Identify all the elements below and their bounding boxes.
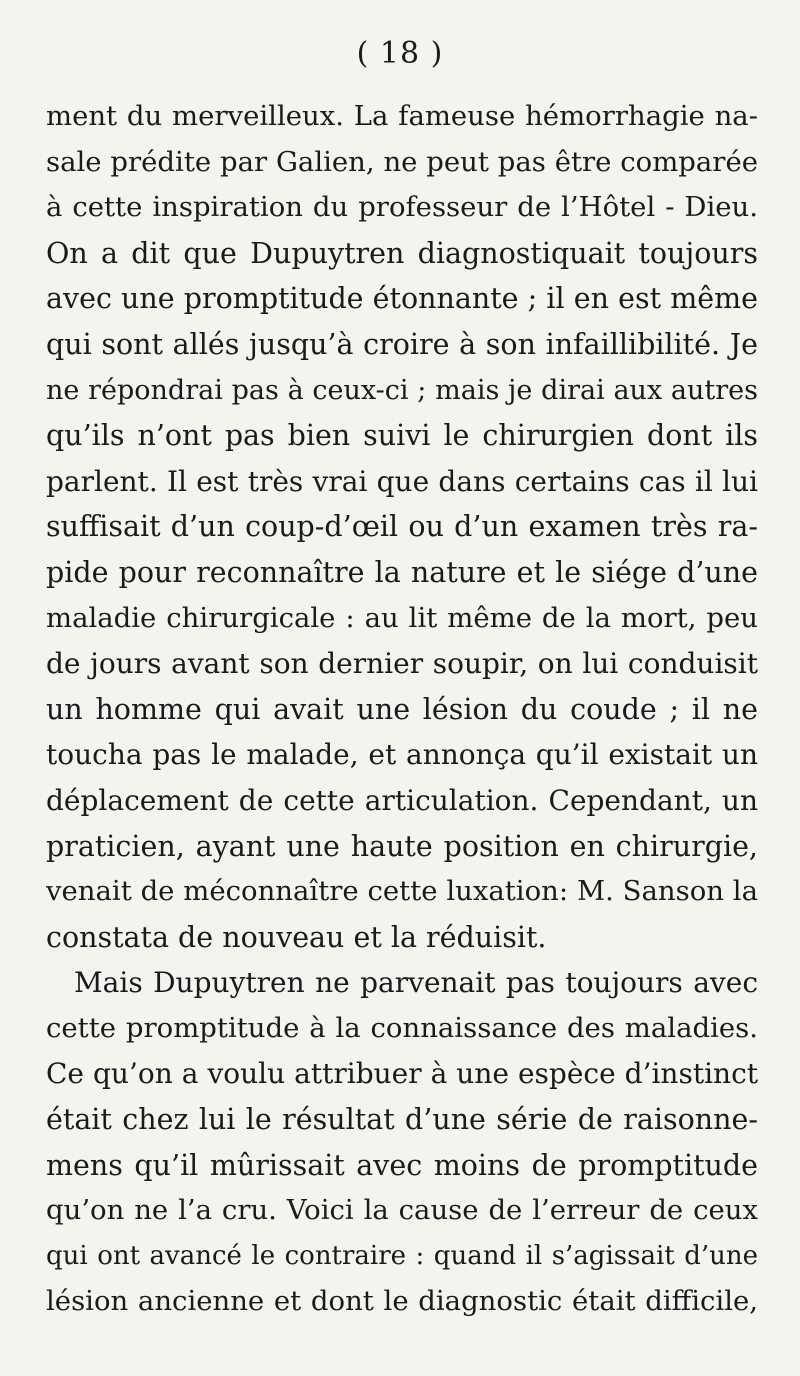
text-line: de jours avant son dernier soupir, on lui conduisit <box>46 647 758 681</box>
text-line: déplacement de cette articulation. Cependant, un <box>46 783 758 817</box>
text-line: ne répondrai pas à ceux-ci ; mais je dirai aux autres <box>46 374 758 406</box>
text-line: On a dit que Dupuytren diagnostiquait toujours <box>46 236 758 270</box>
text-line: sale prédite par Galien, ne peut pas être comparée <box>46 145 758 178</box>
text-line: Ce qu’on a voulu attribuer à une espèce d’instinct <box>46 1057 758 1091</box>
text-line: constata de nouveau et la réduisit. <box>46 920 547 954</box>
text-line: venait de méconnaître cette luxation: M. Sanson la <box>46 875 758 908</box>
paragraph-2 <box>46 960 758 1325</box>
text-line: était chez lui le résultat d’une série de raisonne- <box>46 1103 758 1137</box>
text-line: avec une promptitude étonnante ; il en est même <box>46 282 758 316</box>
text-line: maladie chirurgicale : au lit même de la mort, peu <box>46 601 758 634</box>
text-line: à cette inspiration du professeur de l’Hôtel - Dieu. <box>46 191 758 224</box>
text-line: toucha pas le malade, et annonça qu’il existait un <box>46 738 758 772</box>
text-line: praticien, ayant une haute position en chirurgie, <box>46 829 758 863</box>
text-line: un homme qui avait une lésion du coude ; il ne <box>46 692 758 726</box>
text-line: qui ont avancé le contraire : quand il s’agissait d’une <box>46 1240 758 1271</box>
text-line: qu’on ne l’a cru. Voici la cause de l’erreur de ceux <box>46 1194 758 1227</box>
text-line: qu’ils n’ont pas bien suivi le chirurgien dont ils <box>46 419 758 453</box>
text-line: pide pour reconnaître la nature et le siége d’une <box>46 555 758 589</box>
text-line: parlent. Il est très vrai que dans certains cas il lui <box>46 464 758 498</box>
text-line: ment du merveilleux. La fameuse hémorrhagie na- <box>46 100 758 132</box>
page-number: ( 18 ) <box>356 36 444 71</box>
body-text <box>46 94 758 1325</box>
text-line: cette promptitude à la connaissance des maladies. <box>46 1011 758 1044</box>
paragraph-1 <box>46 94 758 960</box>
text-line: Mais Dupuytren ne parvenait pas toujours avec <box>74 966 758 1000</box>
text-line: lésion ancienne et dont le diagnostic était difficile, <box>46 1285 758 1318</box>
text-line: qui sont allés jusqu’à croire à son infaillibilité. Je <box>46 327 758 361</box>
text-line: suffisait d’un coup-d’œil ou d’un examen très ra- <box>46 510 758 544</box>
text-line: mens qu’il mûrissait avec moins de promptitude <box>46 1148 758 1182</box>
